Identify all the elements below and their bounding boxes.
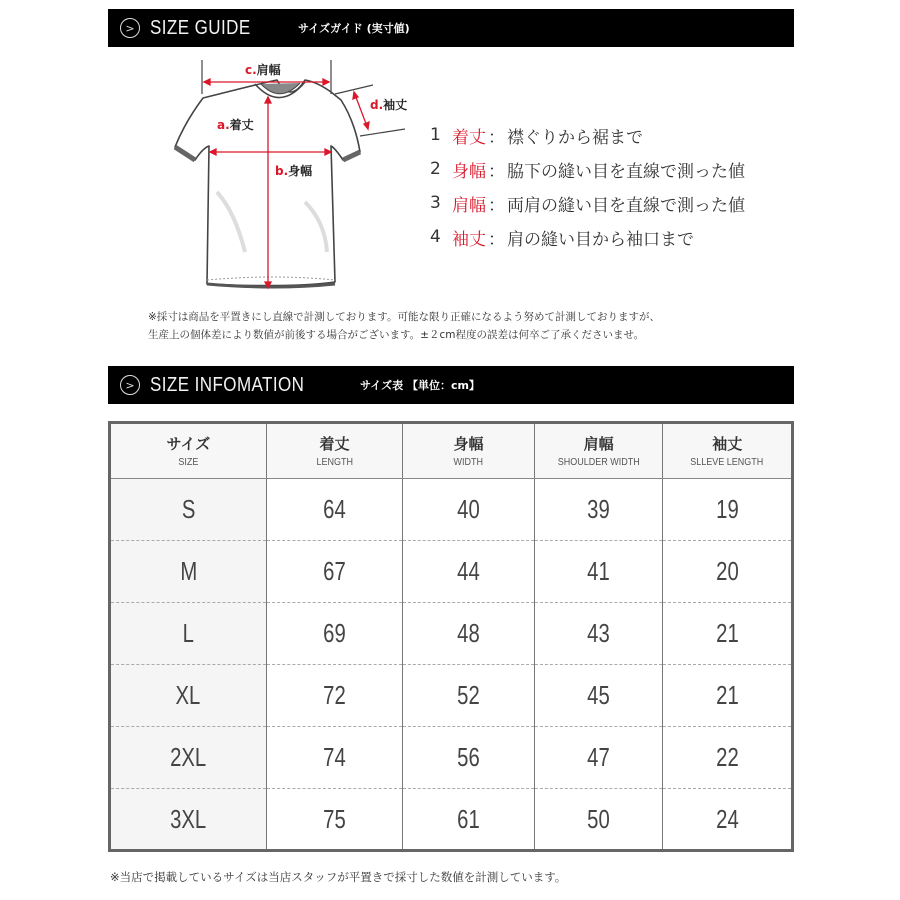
sleeve-length-cell: 21 <box>663 665 793 727</box>
width-cell: 61 <box>403 789 535 851</box>
table-row <box>110 541 793 603</box>
shoulder-width-cell: 39 <box>534 479 663 541</box>
width-cell: 40 <box>403 479 535 541</box>
size-guide-subtitle: サイズガイド (実寸値) <box>298 22 410 35</box>
measurement-legend <box>430 118 745 254</box>
callout-shoulder-width: c.肩幅 <box>245 63 281 77</box>
table-row <box>110 603 793 665</box>
column-header-size: サイズ SIZE <box>110 423 267 479</box>
size-guide-header <box>108 9 794 47</box>
size-table <box>108 421 794 852</box>
table-row <box>110 665 793 727</box>
width-cell: 48 <box>403 603 535 665</box>
legend-item: 1 着丈 ： 襟ぐりから裾まで <box>430 125 643 148</box>
sleeve-length-cell: 21 <box>663 603 793 665</box>
length-cell: 67 <box>266 541 403 603</box>
size-cell: 2XL <box>110 727 267 789</box>
callout-width: b.身幅 <box>275 164 313 178</box>
footer-note: ※当店で掲載しているサイズは当店スタッフが平置きで採寸した数値を計測しています。 <box>110 870 567 884</box>
shoulder-width-cell: 45 <box>534 665 663 727</box>
legend-item: 2 身幅 ： 脇下の縫い目を直線で測った値 <box>430 159 745 182</box>
sleeve-length-cell: 19 <box>663 479 793 541</box>
callout-sleeve-length: d.袖丈 <box>370 98 408 112</box>
column-header-length: 着丈 LENGTH <box>266 423 403 479</box>
tshirt-measurement-diagram <box>155 52 425 292</box>
shoulder-width-cell: 41 <box>534 541 663 603</box>
size-cell: XL <box>110 665 267 727</box>
size-cell: L <box>110 603 267 665</box>
size-cell: S <box>110 479 267 541</box>
table-row <box>110 727 793 789</box>
width-cell: 56 <box>403 727 535 789</box>
circle-chevron-right-icon: > <box>120 375 140 395</box>
shoulder-width-cell: 50 <box>534 789 663 851</box>
size-info-header <box>108 366 794 404</box>
length-cell: 64 <box>266 479 403 541</box>
size-guide-title: SIZE GUIDE <box>150 16 251 39</box>
sleeve-length-cell: 24 <box>663 789 793 851</box>
table-header-row <box>110 423 793 479</box>
column-header-width: 身幅 WIDTH <box>403 423 535 479</box>
size-info-title: SIZE INFOMATION <box>150 373 305 396</box>
measurement-note: ※採寸は商品を平置きにし直線で計測しております。可能な限り正確になるよう努めて計測しておりますが、 生産上の個体差により数値が前後する場合がございます。±２cm程度の誤差は何卒ご了承くださいませ。 <box>148 311 660 341</box>
length-cell: 69 <box>266 603 403 665</box>
column-header-shoulder-width: 肩幅 SHOULDER WIDTH <box>534 423 663 479</box>
width-cell: 52 <box>403 665 535 727</box>
callout-length: a.着丈 <box>217 118 254 132</box>
column-header-sleeve-length: 袖丈 SLLEVE LENGTH <box>663 423 793 479</box>
circle-chevron-right-icon: > <box>120 18 140 38</box>
size-cell: 3XL <box>110 789 267 851</box>
shoulder-width-cell: 47 <box>534 727 663 789</box>
sleeve-length-cell: 22 <box>663 727 793 789</box>
length-cell: 72 <box>266 665 403 727</box>
shoulder-width-cell: 43 <box>534 603 663 665</box>
table-row <box>110 479 793 541</box>
table-row <box>110 789 793 851</box>
sleeve-length-cell: 20 <box>663 541 793 603</box>
legend-item: 4 袖丈 ： 肩の縫い目から袖口まで <box>430 227 694 250</box>
length-cell: 75 <box>266 789 403 851</box>
length-cell: 74 <box>266 727 403 789</box>
legend-item: 3 肩幅 ： 両肩の縫い目を直線で測った値 <box>430 193 745 216</box>
size-cell: M <box>110 541 267 603</box>
size-info-subtitle: サイズ表 【単位：cm】 <box>360 379 480 392</box>
width-cell: 44 <box>403 541 535 603</box>
